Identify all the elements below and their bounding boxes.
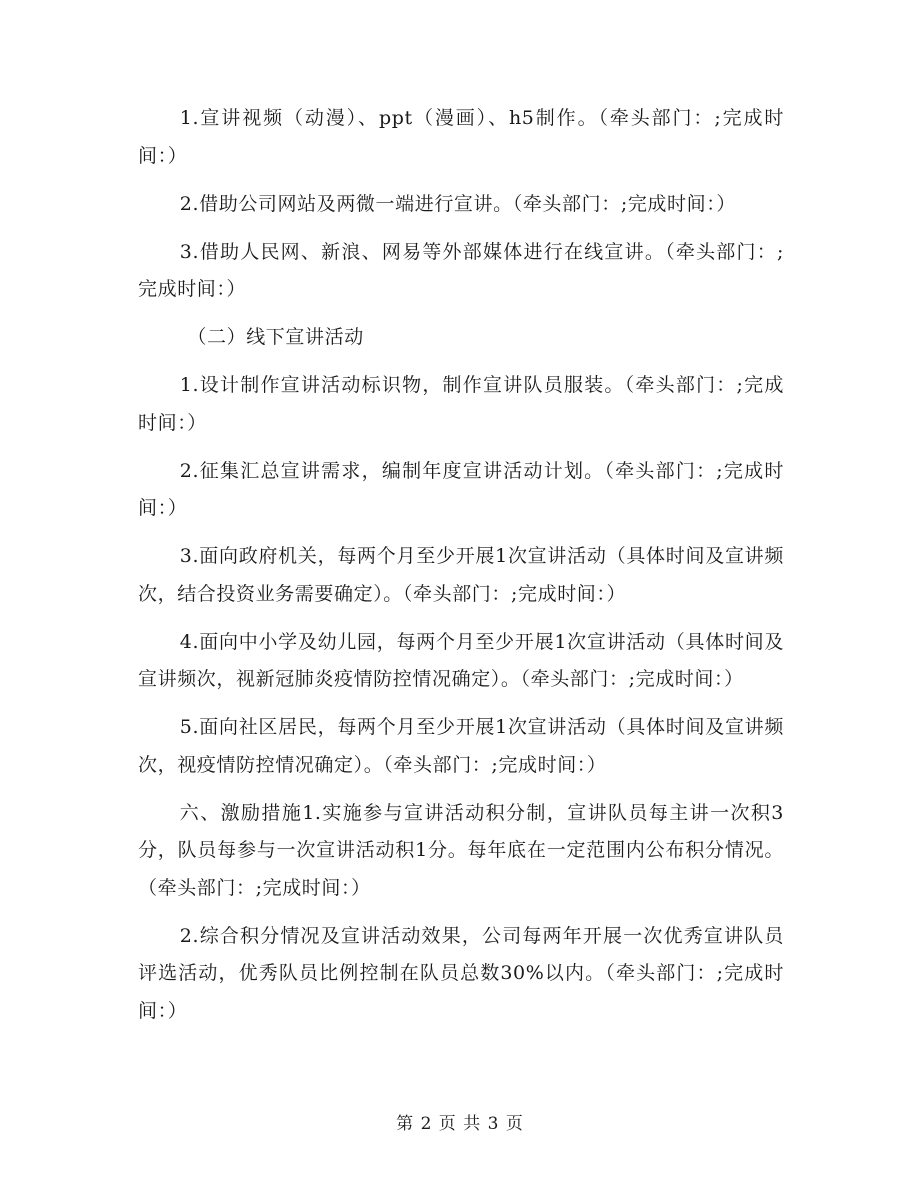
page-footer — [0, 1113, 920, 1135]
paragraph-incentive-points: 六、激励措施1.实施参与宣讲活动积分制，宣讲队员每主讲一次积3分，队员每参与一次宣讲活动积1分。每年底在一定范围内公布积分情况。（牵头部门：;完成时间：） — [138, 801, 784, 899]
paragraph-government: 3.面向政府机关，每两个月至少开展1次宣讲活动（具体时间及宣讲频次，结合投资业务需要确定）。（牵头部门：;完成时间：） — [138, 545, 784, 605]
paragraph-online-video: 1.宣讲视频（动漫）、ppt（漫画）、h5制作。（牵头部门：;完成时间：） — [138, 107, 784, 167]
document-body — [138, 100, 784, 1041]
paragraph-company-website: 2.借助公司网站及两微一端进行宣讲。（牵头部门：;完成时间：） — [179, 192, 736, 215]
paragraph-schools: 4.面向中小学及幼儿园，每两个月至少开展1次宣讲活动（具体时间及宣讲频次，视新冠肺炎疫情防控情况确定）。（牵头部门：;完成时间：） — [138, 630, 784, 690]
section-heading-offline: （二）线下宣讲活动 — [187, 326, 364, 348]
paragraph-excellence-selection: 2.综合积分情况及宣讲活动效果，公司每两年开展一次优秀宣讲队员评选活动，优秀队员比例控制在队员总数30%以内。（牵头部门：;完成时间：） — [138, 924, 784, 1022]
page-number-label: 第 2 页 共 3 页 — [396, 1114, 524, 1134]
paragraph-design-logo: 1.设计制作宣讲活动标识物，制作宣讲队员服装。（牵头部门：;完成时间：） — [138, 374, 784, 434]
paragraph-external-media: 3.借助人民网、新浪、网易等外部媒体进行在线宣讲。（牵头部门：;完成时间：） — [138, 240, 784, 300]
paragraph-annual-plan: 2.征集汇总宣讲需求，编制年度宣讲活动计划。（牵头部门：;完成时间：） — [138, 459, 784, 519]
paragraph-community: 5.面向社区居民，每两个月至少开展1次宣讲活动（具体时间及宣讲频次，视疫情防控情况确定）。（牵头部门：;完成时间：） — [138, 716, 784, 776]
